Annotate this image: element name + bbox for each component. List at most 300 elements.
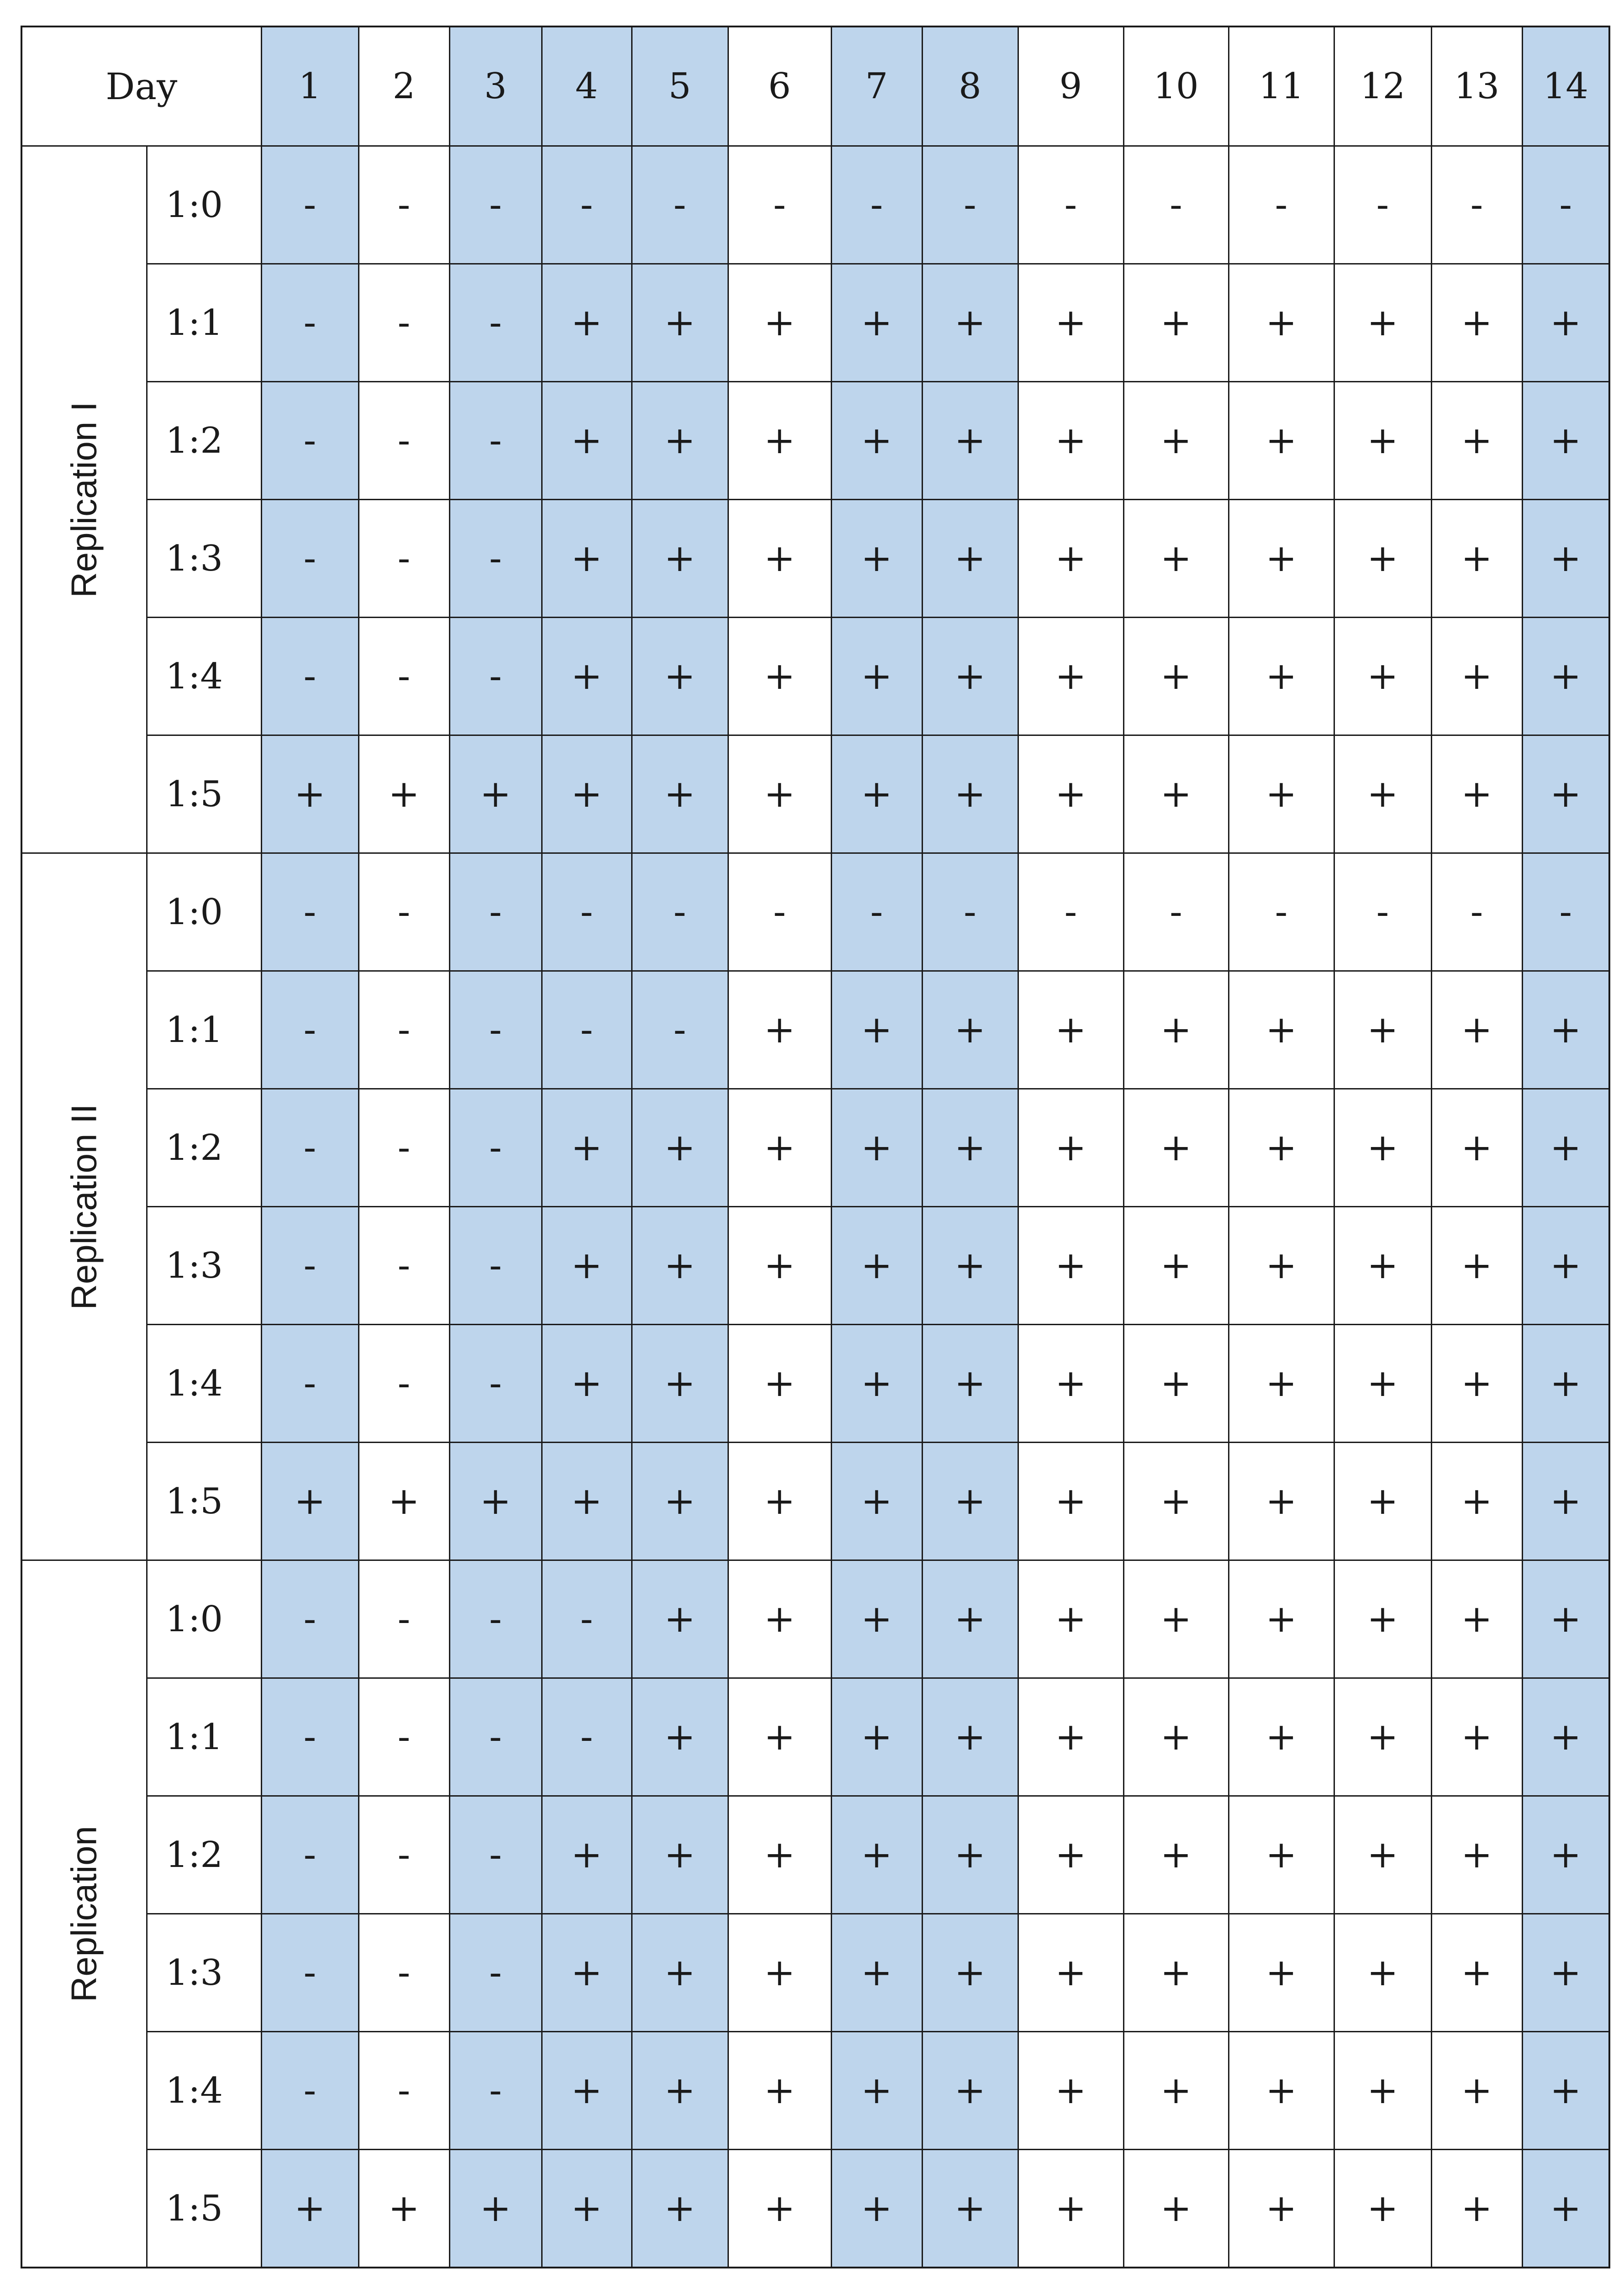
result-cell: - bbox=[632, 146, 728, 264]
result-cell: + bbox=[1431, 618, 1522, 735]
day-header: Day bbox=[21, 26, 261, 146]
result-cell: + bbox=[922, 382, 1018, 500]
result-cell: + bbox=[542, 2032, 632, 2150]
result-cell: + bbox=[728, 1325, 831, 1443]
result-cell: + bbox=[922, 1560, 1018, 1678]
result-cell: - bbox=[449, 1089, 542, 1207]
result-cell: + bbox=[728, 1089, 831, 1207]
result-cell: - bbox=[1431, 146, 1522, 264]
result-cell: + bbox=[1123, 1914, 1229, 2032]
result-cell: + bbox=[1522, 1089, 1609, 1207]
result-cell: + bbox=[728, 735, 831, 853]
dilution-label: 1:5 bbox=[147, 735, 261, 853]
result-cell: - bbox=[1522, 853, 1609, 971]
result-cell: + bbox=[728, 1914, 831, 2032]
result-cell: - bbox=[449, 1325, 542, 1443]
result-cell: - bbox=[449, 1207, 542, 1325]
result-cell: + bbox=[1229, 264, 1334, 382]
result-cell: + bbox=[831, 1089, 922, 1207]
result-cell: + bbox=[922, 1443, 1018, 1560]
result-cell: + bbox=[1229, 1796, 1334, 1914]
dilution-label: 1:5 bbox=[147, 2150, 261, 2268]
result-cell: - bbox=[261, 2032, 359, 2150]
result-cell: + bbox=[1123, 1796, 1229, 1914]
result-cell: + bbox=[1018, 1914, 1123, 2032]
result-cell: + bbox=[1522, 264, 1609, 382]
result-cell: - bbox=[1522, 146, 1609, 264]
result-cell: - bbox=[728, 146, 831, 264]
result-cell: + bbox=[632, 1089, 728, 1207]
result-cell: - bbox=[449, 264, 542, 382]
result-cell: + bbox=[1334, 1914, 1431, 2032]
result-cell: + bbox=[831, 618, 922, 735]
result-cell: + bbox=[831, 1325, 922, 1443]
result-cell: - bbox=[261, 1560, 359, 1678]
result-cell: + bbox=[632, 382, 728, 500]
day-13-header: 13 bbox=[1431, 26, 1522, 146]
result-cell: + bbox=[1431, 2032, 1522, 2150]
result-cell: + bbox=[542, 1796, 632, 1914]
result-cell: - bbox=[831, 853, 922, 971]
result-cell: - bbox=[1123, 146, 1229, 264]
result-cell: + bbox=[1334, 1678, 1431, 1796]
dilution-label: 1:0 bbox=[147, 1560, 261, 1678]
result-cell: + bbox=[542, 618, 632, 735]
result-cell: + bbox=[632, 1678, 728, 1796]
result-cell: - bbox=[359, 146, 449, 264]
result-cell: - bbox=[359, 1678, 449, 1796]
dilution-label: 1:4 bbox=[147, 2032, 261, 2150]
result-cell: + bbox=[1123, 618, 1229, 735]
table-row bbox=[21, 1678, 1609, 1796]
result-cell: - bbox=[359, 971, 449, 1089]
result-cell: - bbox=[359, 1560, 449, 1678]
result-cell: - bbox=[632, 853, 728, 971]
dilution-label: 1:0 bbox=[147, 853, 261, 971]
result-cell: + bbox=[831, 1678, 922, 1796]
dilution-label: 1:2 bbox=[147, 1796, 261, 1914]
result-cell: - bbox=[261, 146, 359, 264]
result-cell: + bbox=[728, 2032, 831, 2150]
result-cell: - bbox=[1018, 146, 1123, 264]
result-cell: - bbox=[449, 971, 542, 1089]
result-cell: - bbox=[261, 1678, 359, 1796]
result-cell: + bbox=[632, 1796, 728, 1914]
result-cell: + bbox=[1522, 2150, 1609, 2268]
result-cell: - bbox=[831, 146, 922, 264]
result-cell: + bbox=[1431, 2150, 1522, 2268]
table-row bbox=[21, 1207, 1609, 1325]
result-cell: + bbox=[1522, 1207, 1609, 1325]
result-cell: + bbox=[1522, 1325, 1609, 1443]
result-cell: + bbox=[1431, 1678, 1522, 1796]
replication-group-2 bbox=[21, 853, 147, 1560]
result-cell: - bbox=[359, 853, 449, 971]
result-cell: + bbox=[1334, 971, 1431, 1089]
table-row bbox=[21, 735, 1609, 853]
result-cell: + bbox=[1229, 2150, 1334, 2268]
result-cell: + bbox=[922, 971, 1018, 1089]
result-cell: + bbox=[542, 1914, 632, 2032]
table-row bbox=[21, 2032, 1609, 2150]
result-cell: + bbox=[1018, 735, 1123, 853]
result-cell: + bbox=[1334, 618, 1431, 735]
result-cell: - bbox=[359, 382, 449, 500]
result-cell: + bbox=[449, 1443, 542, 1560]
result-cell: + bbox=[1123, 2032, 1229, 2150]
result-cell: + bbox=[831, 382, 922, 500]
result-cell: + bbox=[728, 1443, 831, 1560]
result-cell: + bbox=[1431, 735, 1522, 853]
result-cell: + bbox=[542, 1443, 632, 1560]
result-cell: + bbox=[728, 1560, 831, 1678]
result-cell: - bbox=[1334, 146, 1431, 264]
table-row bbox=[21, 1443, 1609, 1560]
result-cell: + bbox=[1522, 1560, 1609, 1678]
result-cell: + bbox=[728, 1207, 831, 1325]
result-cell: + bbox=[359, 1443, 449, 1560]
result-cell: + bbox=[831, 2150, 922, 2268]
result-cell: + bbox=[831, 1207, 922, 1325]
result-cell: + bbox=[1229, 500, 1334, 618]
result-cell: - bbox=[542, 146, 632, 264]
result-cell: - bbox=[261, 264, 359, 382]
result-cell: + bbox=[1431, 1443, 1522, 1560]
day-11-header: 11 bbox=[1229, 26, 1334, 146]
day-14-header: 14 bbox=[1522, 26, 1609, 146]
dilution-label: 1:3 bbox=[147, 1207, 261, 1325]
result-cell: + bbox=[831, 1796, 922, 1914]
result-cell: + bbox=[922, 1089, 1018, 1207]
result-cell: + bbox=[728, 618, 831, 735]
result-cell: - bbox=[359, 618, 449, 735]
result-cell: + bbox=[1229, 382, 1334, 500]
result-cell: + bbox=[1522, 500, 1609, 618]
result-cell: - bbox=[359, 264, 449, 382]
result-cell: - bbox=[1334, 853, 1431, 971]
result-cell: + bbox=[1334, 1089, 1431, 1207]
result-cell: + bbox=[1018, 1325, 1123, 1443]
result-cell: + bbox=[1431, 1207, 1522, 1325]
table-row bbox=[21, 264, 1609, 382]
result-cell: + bbox=[831, 1443, 922, 1560]
result-cell: - bbox=[632, 971, 728, 1089]
result-cell: + bbox=[632, 264, 728, 382]
result-cell: + bbox=[1123, 264, 1229, 382]
result-cell: - bbox=[449, 1914, 542, 2032]
result-cell: + bbox=[632, 2032, 728, 2150]
result-cell: + bbox=[632, 1443, 728, 1560]
dilution-label: 1:3 bbox=[147, 500, 261, 618]
result-cell: - bbox=[261, 500, 359, 618]
replication-group-3 bbox=[21, 1560, 147, 2268]
day-1-header: 1 bbox=[261, 26, 359, 146]
result-cell: + bbox=[831, 500, 922, 618]
result-cell: + bbox=[831, 735, 922, 853]
result-cell: + bbox=[1522, 382, 1609, 500]
dilution-label: 1:1 bbox=[147, 264, 261, 382]
table-row bbox=[21, 146, 1609, 264]
result-cell: - bbox=[261, 853, 359, 971]
result-cell: + bbox=[1334, 1325, 1431, 1443]
result-cell: - bbox=[922, 853, 1018, 971]
result-cell: + bbox=[1431, 1325, 1522, 1443]
result-cell: + bbox=[1431, 1796, 1522, 1914]
result-cell: + bbox=[1522, 971, 1609, 1089]
result-cell: + bbox=[542, 1325, 632, 1443]
result-cell: + bbox=[632, 618, 728, 735]
dilution-label: 1:1 bbox=[147, 971, 261, 1089]
result-cell: + bbox=[1018, 618, 1123, 735]
result-cell: + bbox=[1431, 1914, 1522, 2032]
result-cell: + bbox=[1123, 1678, 1229, 1796]
result-cell: + bbox=[1522, 1443, 1609, 1560]
day-6-header: 6 bbox=[728, 26, 831, 146]
result-cell: - bbox=[261, 618, 359, 735]
result-cell: + bbox=[1431, 971, 1522, 1089]
result-cell: + bbox=[1123, 1443, 1229, 1560]
result-cell: + bbox=[922, 1678, 1018, 1796]
result-cell: + bbox=[261, 1443, 359, 1560]
result-cell: + bbox=[632, 1914, 728, 2032]
result-cell: + bbox=[1018, 264, 1123, 382]
dilution-label: 1:2 bbox=[147, 382, 261, 500]
result-cell: + bbox=[1431, 382, 1522, 500]
result-cell: - bbox=[922, 146, 1018, 264]
result-cell: + bbox=[632, 2150, 728, 2268]
result-cell: - bbox=[261, 1089, 359, 1207]
result-cell: + bbox=[728, 1796, 831, 1914]
table-row bbox=[21, 853, 1609, 971]
result-cell: + bbox=[1018, 1560, 1123, 1678]
result-cell: + bbox=[1522, 618, 1609, 735]
result-cell: + bbox=[1431, 1089, 1522, 1207]
day-2-header: 2 bbox=[359, 26, 449, 146]
result-cell: - bbox=[449, 618, 542, 735]
result-cell: + bbox=[1229, 1089, 1334, 1207]
result-cell: - bbox=[261, 382, 359, 500]
result-cell: + bbox=[831, 1560, 922, 1678]
result-cell: + bbox=[1229, 2032, 1334, 2150]
result-cell: + bbox=[1522, 1678, 1609, 1796]
result-cell: + bbox=[831, 971, 922, 1089]
result-cell: - bbox=[359, 500, 449, 618]
replication-label: Replication bbox=[63, 1825, 104, 2002]
results-table bbox=[21, 26, 1610, 2268]
result-cell: + bbox=[1018, 1796, 1123, 1914]
result-cell: + bbox=[1123, 382, 1229, 500]
result-cell: + bbox=[1229, 1325, 1334, 1443]
result-cell: + bbox=[1123, 1325, 1229, 1443]
result-cell: - bbox=[449, 2032, 542, 2150]
result-cell: + bbox=[542, 735, 632, 853]
result-cell: + bbox=[1018, 1207, 1123, 1325]
result-cell: - bbox=[542, 853, 632, 971]
result-cell: + bbox=[1334, 2032, 1431, 2150]
result-cell: - bbox=[261, 1207, 359, 1325]
result-cell: - bbox=[449, 146, 542, 264]
table-row bbox=[21, 1560, 1609, 1678]
result-cell: + bbox=[1334, 1443, 1431, 1560]
result-cell: + bbox=[449, 735, 542, 853]
result-cell: + bbox=[449, 2150, 542, 2268]
result-cell: + bbox=[542, 382, 632, 500]
result-cell: + bbox=[922, 2032, 1018, 2150]
result-cell: - bbox=[449, 500, 542, 618]
result-cell: + bbox=[542, 1207, 632, 1325]
table-row bbox=[21, 2150, 1609, 2268]
result-cell: + bbox=[1229, 1207, 1334, 1325]
result-cell: + bbox=[1522, 1914, 1609, 2032]
result-cell: - bbox=[359, 1914, 449, 2032]
result-cell: + bbox=[1431, 500, 1522, 618]
day-8-header: 8 bbox=[922, 26, 1018, 146]
result-cell: + bbox=[632, 735, 728, 853]
day-9-header: 9 bbox=[1018, 26, 1123, 146]
result-cell: + bbox=[922, 264, 1018, 382]
result-cell: + bbox=[359, 2150, 449, 2268]
header-row bbox=[21, 26, 1609, 146]
result-cell: + bbox=[359, 735, 449, 853]
result-cell: + bbox=[542, 1089, 632, 1207]
result-cell: - bbox=[359, 1207, 449, 1325]
result-cell: - bbox=[1018, 853, 1123, 971]
result-cell: + bbox=[831, 2032, 922, 2150]
result-cell: - bbox=[449, 1678, 542, 1796]
dilution-label: 1:0 bbox=[147, 146, 261, 264]
result-cell: + bbox=[1334, 1207, 1431, 1325]
result-cell: + bbox=[922, 1325, 1018, 1443]
result-cell: - bbox=[542, 1678, 632, 1796]
day-12-header: 12 bbox=[1334, 26, 1431, 146]
dilution-label: 1:5 bbox=[147, 1443, 261, 1560]
result-cell: + bbox=[1522, 735, 1609, 853]
table-row bbox=[21, 1089, 1609, 1207]
result-cell: + bbox=[728, 500, 831, 618]
result-cell: - bbox=[1431, 853, 1522, 971]
table-row bbox=[21, 618, 1609, 735]
result-cell: + bbox=[1018, 1443, 1123, 1560]
result-cell: + bbox=[728, 2150, 831, 2268]
result-cell: + bbox=[632, 1325, 728, 1443]
dilution-label: 1:4 bbox=[147, 1325, 261, 1443]
result-cell: - bbox=[542, 971, 632, 1089]
result-cell: + bbox=[922, 1796, 1018, 1914]
result-cell: + bbox=[261, 735, 359, 853]
result-cell: + bbox=[728, 382, 831, 500]
result-cell: + bbox=[1229, 1443, 1334, 1560]
result-cell: + bbox=[1334, 1796, 1431, 1914]
table-row bbox=[21, 1914, 1609, 2032]
day-5-header: 5 bbox=[632, 26, 728, 146]
table-row bbox=[21, 382, 1609, 500]
result-cell: + bbox=[728, 971, 831, 1089]
dilution-label: 1:3 bbox=[147, 1914, 261, 2032]
result-cell: + bbox=[1123, 735, 1229, 853]
result-cell: + bbox=[1123, 1089, 1229, 1207]
result-cell: + bbox=[1123, 1207, 1229, 1325]
replication-label: Replication I bbox=[63, 401, 104, 598]
result-cell: - bbox=[449, 1796, 542, 1914]
result-cell: + bbox=[1123, 2150, 1229, 2268]
result-cell: - bbox=[359, 1325, 449, 1443]
result-cell: + bbox=[728, 1678, 831, 1796]
result-cell: - bbox=[728, 853, 831, 971]
result-cell: + bbox=[1334, 735, 1431, 853]
result-cell: + bbox=[1018, 2150, 1123, 2268]
result-cell: + bbox=[1431, 1560, 1522, 1678]
result-cell: + bbox=[1431, 264, 1522, 382]
result-cell: + bbox=[632, 1560, 728, 1678]
result-cell: + bbox=[831, 1914, 922, 2032]
result-cell: + bbox=[542, 264, 632, 382]
result-cell: - bbox=[1229, 146, 1334, 264]
result-cell: + bbox=[542, 500, 632, 618]
day-7-header: 7 bbox=[831, 26, 922, 146]
result-cell: + bbox=[922, 735, 1018, 853]
result-cell: - bbox=[449, 382, 542, 500]
table-row bbox=[21, 1796, 1609, 1914]
replication-group-1 bbox=[21, 146, 147, 853]
result-cell: + bbox=[728, 264, 831, 382]
day-4-header: 4 bbox=[542, 26, 632, 146]
result-cell: - bbox=[1229, 853, 1334, 971]
result-cell: + bbox=[831, 264, 922, 382]
result-cell: + bbox=[922, 2150, 1018, 2268]
dilution-label: 1:1 bbox=[147, 1678, 261, 1796]
result-cell: + bbox=[922, 1914, 1018, 2032]
result-cell: + bbox=[1229, 1678, 1334, 1796]
result-cell: + bbox=[922, 618, 1018, 735]
result-cell: + bbox=[1334, 264, 1431, 382]
result-cell: + bbox=[922, 1207, 1018, 1325]
result-cell: + bbox=[1334, 2150, 1431, 2268]
result-cell: + bbox=[1018, 1089, 1123, 1207]
result-cell: + bbox=[1018, 2032, 1123, 2150]
result-cell: + bbox=[1123, 971, 1229, 1089]
table-row bbox=[21, 971, 1609, 1089]
replication-label: Replication II bbox=[63, 1104, 104, 1310]
result-cell: - bbox=[542, 1560, 632, 1678]
result-cell: + bbox=[1018, 500, 1123, 618]
table-row bbox=[21, 1325, 1609, 1443]
result-cell: + bbox=[922, 500, 1018, 618]
result-cell: + bbox=[1334, 382, 1431, 500]
result-cell: - bbox=[261, 971, 359, 1089]
result-cell: + bbox=[1123, 500, 1229, 618]
result-cell: + bbox=[1229, 618, 1334, 735]
table-row bbox=[21, 500, 1609, 618]
result-cell: + bbox=[542, 2150, 632, 2268]
result-cell: + bbox=[1334, 500, 1431, 618]
result-cell: + bbox=[1123, 1560, 1229, 1678]
result-cell: + bbox=[1229, 1914, 1334, 2032]
result-cell: + bbox=[632, 1207, 728, 1325]
result-cell: + bbox=[1018, 1678, 1123, 1796]
result-cell: + bbox=[261, 2150, 359, 2268]
result-cell: + bbox=[1229, 1560, 1334, 1678]
dilution-label: 1:4 bbox=[147, 618, 261, 735]
result-cell: + bbox=[1018, 971, 1123, 1089]
day-10-header: 10 bbox=[1123, 26, 1229, 146]
result-cell: + bbox=[1229, 971, 1334, 1089]
result-cell: + bbox=[1018, 382, 1123, 500]
result-cell: - bbox=[449, 853, 542, 971]
day-3-header: 3 bbox=[449, 26, 542, 146]
result-cell: + bbox=[1522, 2032, 1609, 2150]
result-cell: + bbox=[1522, 1796, 1609, 1914]
result-cell: - bbox=[449, 1560, 542, 1678]
